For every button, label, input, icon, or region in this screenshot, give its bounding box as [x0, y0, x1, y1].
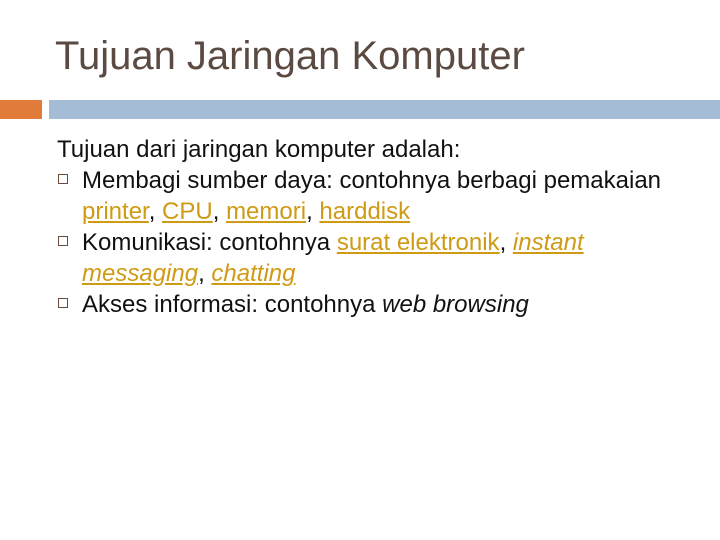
- bullet-text: web browsing: [382, 291, 529, 318]
- hollow-square-bullet-icon: [58, 174, 68, 184]
- link-harddisk[interactable]: harddisk: [319, 198, 411, 225]
- bullet-list: [57, 165, 697, 320]
- bullet-text: ,: [499, 229, 513, 256]
- title-accent-orange: [0, 100, 42, 119]
- hollow-square-bullet-icon: [58, 298, 68, 308]
- intro-text: Tujuan dari jaringan komputer adalah:: [57, 136, 461, 163]
- title-accent-bar: [49, 100, 720, 119]
- link-chatting[interactable]: chatting: [211, 260, 296, 287]
- slide-title: Tujuan Jaringan Komputer: [55, 34, 525, 78]
- slide-content: [57, 134, 697, 320]
- bullet-text: ,: [306, 198, 320, 225]
- bullet-text: ,: [212, 198, 227, 225]
- bullet-text: ,: [148, 198, 163, 225]
- bullet-text: Komunikasi: contohnya: [82, 229, 337, 256]
- hollow-square-bullet-icon: [58, 236, 68, 246]
- bullet-item: [57, 165, 697, 227]
- bullet-item: [57, 227, 697, 289]
- bullet-item: [57, 289, 697, 320]
- bullet-text: Akses informasi: contohnya: [82, 291, 383, 318]
- link-instant-messaging[interactable]: instant messaging: [82, 229, 584, 287]
- link-printer[interactable]: printer: [82, 198, 149, 225]
- bullet-text: ,: [198, 260, 212, 287]
- bullet-text: Membagi sumber daya: contohnya berbagi pemakaian: [82, 167, 662, 194]
- link-cpu[interactable]: CPU: [162, 198, 213, 225]
- link-surat-elektronik[interactable]: surat elektronik: [336, 229, 500, 256]
- link-memori[interactable]: memori: [226, 198, 307, 225]
